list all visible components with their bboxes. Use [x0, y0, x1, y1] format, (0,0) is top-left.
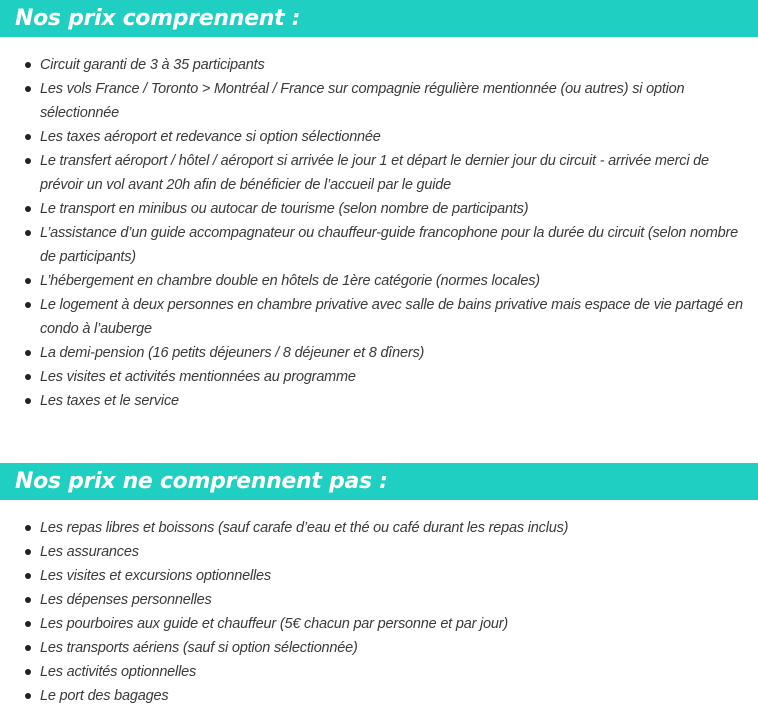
list-item-text: Les vols France / Toronto > Montréal / France sur compagnie régulière mentionnée (ou autres) si option sélectionnée [40, 81, 685, 121]
list-item [0, 564, 758, 588]
list-item-text: Les dépenses personnelles [40, 592, 212, 608]
list-item-text: Les visites et excursions optionnelles [40, 568, 271, 584]
list-item-text: L’assistance d’un guide accompagnateur ou chauffeur-guide francophone pour la durée du circuit (selon nombre de participants) [40, 225, 738, 265]
bullet-icon [25, 669, 31, 675]
excluded-section-title: Nos prix ne comprennent pas : [0, 463, 758, 500]
bullet-icon [25, 597, 31, 603]
list-item [0, 221, 758, 269]
included-section-title: Nos prix comprennent : [0, 0, 758, 37]
list-item-text: Les repas libres et boissons (sauf carafe d’eau et thé ou café durant les repas inclus) [40, 520, 569, 536]
list-item-text: Circuit garanti de 3 à 35 participants [40, 57, 265, 73]
list-item-text: Le logement à deux personnes en chambre privative avec salle de bains privative mais espace de vie partagé en condo à l’auberge [40, 297, 743, 337]
bullet-icon [25, 158, 31, 164]
list-item-text: Le transport en minibus ou autocar de tourisme (selon nombre de participants) [40, 201, 529, 217]
bullet-icon [25, 206, 31, 212]
list-item [0, 53, 758, 77]
excluded-list [0, 516, 758, 708]
list-item-text: Les assurances [40, 544, 139, 560]
bullet-icon [25, 645, 31, 651]
list-item [0, 660, 758, 684]
bullet-icon [25, 398, 31, 404]
list-item [0, 77, 758, 125]
list-item [0, 612, 758, 636]
list-item [0, 516, 758, 540]
list-item [0, 636, 758, 660]
bullet-icon [25, 525, 31, 531]
list-item [0, 125, 758, 149]
included-list [0, 53, 758, 413]
list-item [0, 588, 758, 612]
list-item-text: Les visites et activités mentionnées au programme [40, 369, 356, 385]
list-item [0, 293, 758, 341]
bullet-icon [25, 62, 31, 68]
list-item [0, 341, 758, 365]
bullet-icon [25, 573, 31, 579]
list-item [0, 365, 758, 389]
list-item-text: Les taxes et le service [40, 393, 179, 409]
bullet-icon [25, 86, 31, 92]
list-item-text: Les pourboires aux guide et chauffeur (5€ chacun par personne et par jour) [40, 616, 509, 632]
list-item [0, 197, 758, 221]
list-item-text: L’hébergement en chambre double en hôtels de 1ère catégorie (normes locales) [40, 273, 540, 289]
bullet-icon [25, 350, 31, 356]
bullet-icon [25, 278, 31, 284]
bullet-icon [25, 230, 31, 236]
bullet-icon [25, 134, 31, 140]
list-item [0, 389, 758, 413]
list-item-text: La demi-pension (16 petits déjeuners / 8 déjeuner et 8 dîners) [40, 345, 425, 361]
list-item-text: Les transports aériens (sauf si option sélectionnée) [40, 640, 358, 656]
list-item-text: Le port des bagages [40, 688, 169, 704]
list-item-text: Les taxes aéroport et redevance si option sélectionnée [40, 129, 381, 145]
list-item [0, 149, 758, 197]
list-item [0, 684, 758, 708]
bullet-icon [25, 302, 31, 308]
list-item-text: Le transfert aéroport / hôtel / aéroport si arrivée le jour 1 et départ le dernier jour du circuit - arrivée merci de prévoir un vol avant 20h afin de bénéficier de l’accueil par le guide [40, 153, 709, 193]
bullet-icon [25, 549, 31, 555]
list-item [0, 269, 758, 293]
bullet-icon [25, 374, 31, 380]
bullet-icon [25, 693, 31, 699]
list-item [0, 540, 758, 564]
bullet-icon [25, 621, 31, 627]
list-item-text: Les activités optionnelles [40, 664, 197, 680]
